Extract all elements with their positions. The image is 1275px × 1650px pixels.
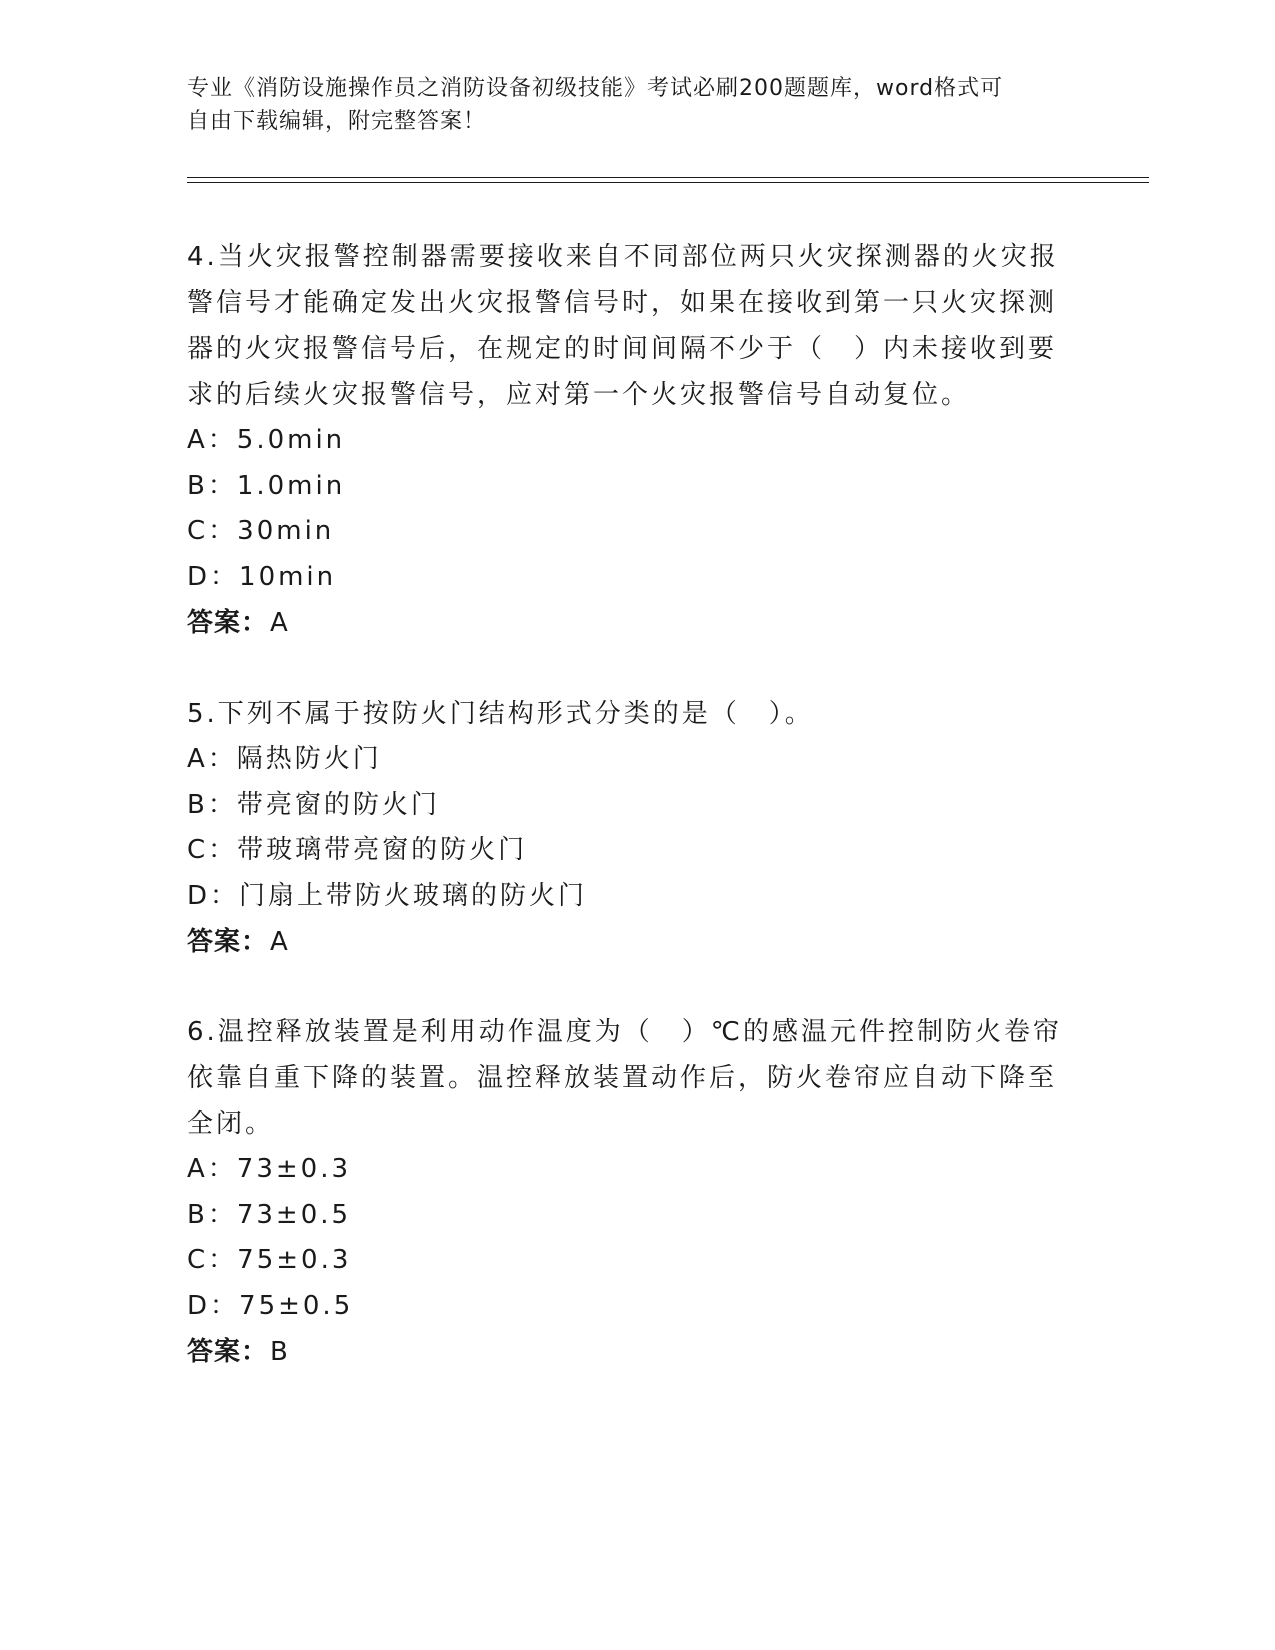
option-b: B：1.0min: [187, 470, 346, 501]
stem-line: 依靠自重下降的装置。温控释放装置动作后，防火卷帘应自动下降至: [187, 1063, 1058, 1093]
question-4: [187, 234, 1067, 646]
answer-label: 答案：: [187, 608, 269, 638]
stem-line: 4.当火灾报警控制器需要接收来自不同部位两只火灾探测器的火灾报: [187, 242, 1059, 272]
option-b: B：73±0.5: [187, 1199, 352, 1230]
stem-line: 警信号才能确定发出火灾报警信号时，如果在接收到第一只火灾探测: [187, 288, 1058, 318]
answer-value: B: [270, 1337, 289, 1367]
option-a: A：5.0min: [187, 425, 346, 455]
header-line-1: 专业《消防设施操作员之消防设备初级技能》考试必刷200题题库，word格式可: [187, 76, 1004, 101]
answer-label: 答案：: [187, 927, 269, 957]
option-b: B：带亮窗的防火门: [187, 789, 440, 820]
answer-line: [187, 1329, 1067, 1375]
document-header: [187, 72, 1087, 138]
option-d: D：75±0.5: [187, 1290, 354, 1321]
question-stem: [187, 234, 1067, 418]
option-a: A：隔热防火门: [187, 744, 382, 774]
option-d: D：门扇上带防火玻璃的防火门: [187, 880, 588, 911]
option-c: C：30min: [187, 516, 335, 546]
stem-line: 6.温控释放装置是利用动作温度为（ ）℃的感温元件控制防火卷帘: [187, 1017, 1063, 1047]
option-a: A：73±0.3: [187, 1154, 352, 1184]
option-c: C：75±0.3: [187, 1245, 352, 1275]
question-5: [187, 691, 1067, 965]
answer-line: [187, 600, 1067, 646]
answer-value: A: [270, 927, 289, 957]
question-stem: [187, 691, 1067, 737]
header-divider-bottom: [187, 182, 1149, 183]
header-divider-top: [187, 177, 1149, 178]
question-stem: [187, 1009, 1067, 1147]
header-line-2: 自由下载编辑，附完整答案！: [187, 109, 487, 134]
answer-value: A: [270, 608, 289, 638]
answer-label: 答案：: [187, 1337, 269, 1367]
option-d: D：10min: [187, 561, 337, 592]
stem-line: 求的后续火灾报警信号，应对第一个火灾报警信号自动复位。: [187, 380, 971, 410]
question-6: [187, 1009, 1067, 1375]
option-c: C：带玻璃带亮窗的防火门: [187, 835, 528, 865]
stem-line: 器的火灾报警信号后，在规定的时间间隔不少于（ ）内未接收到要: [187, 334, 1058, 364]
stem-line: 全闭。: [187, 1109, 275, 1139]
stem-line: 5.下列不属于按防火门结构形式分类的是（ ）。: [187, 699, 814, 729]
answer-line: [187, 919, 1067, 965]
